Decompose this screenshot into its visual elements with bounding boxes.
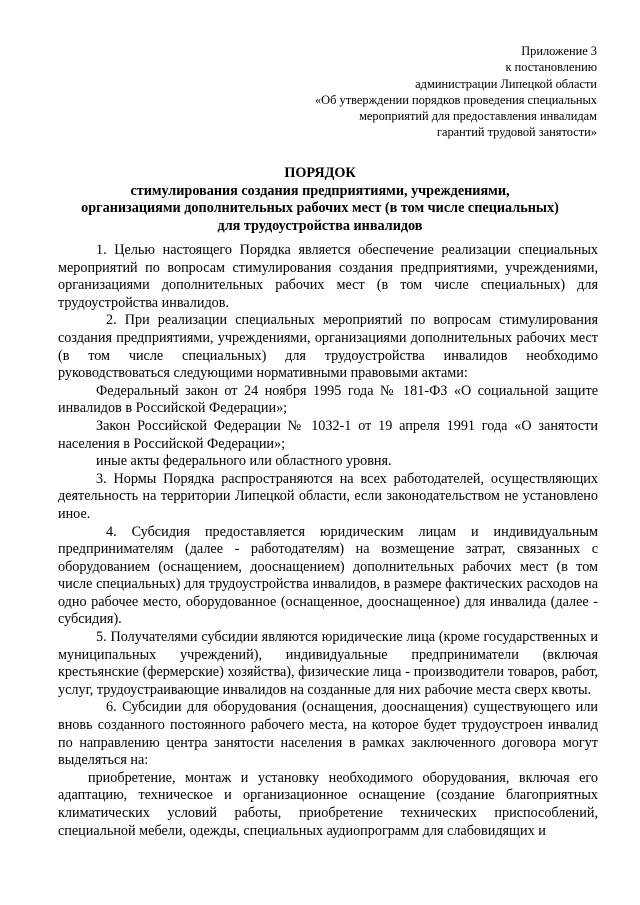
paragraph-3: 3. Нормы Порядка распространяются на всех работодателей, осуществляющих деятельность на территории Липецкой области, если законодательством не установлено иное. <box>58 470 598 522</box>
appendix-line: гарантий трудовой занятости» <box>436 125 597 140</box>
title-heading: ПОРЯДОК <box>284 165 356 181</box>
paragraph-4: 4. Субсидия предоставляется юридическим лицам и индивидуальным предпринимателям (далее - работодателям) на возмещение затрат, связанных с оборудованием (оснащением, дооснащением) дополнительных рабочих мест (в том числе специальных) для трудоустройства инвалидов, в размере фактических расходов на одно рабочее место, оборудованное (оснащенное, дооснащенное) для инвалида (далее - субсидия). <box>58 523 598 628</box>
appendix-line: Приложение 3 <box>521 44 597 58</box>
paragraph-1: 1. Целью настоящего Порядка является обеспечение реализации специальных мероприятий по вопросам стимулирования создания предприятиями, учреждениями, организациями дополнительных рабочих мест (в том числе специальных) для трудоустройства инвалидов. <box>58 242 598 311</box>
document-title <box>40 165 600 235</box>
title-line: организациями дополнительных рабочих мест (в том числе специальных) <box>81 200 559 216</box>
appendix-line: мероприятий для предоставления инвалидам <box>359 109 597 124</box>
appendix-header <box>277 43 597 141</box>
title-line: для трудоустройства инвалидов <box>217 217 423 234</box>
paragraph-other-acts: иные акты федерального или областного уровня. <box>96 453 392 470</box>
paragraph-rf-law: Закон Российской Федерации № 1032-1 от 19 апреля 1991 года «О занятости населения в Российской Федерации»; <box>58 417 598 452</box>
paragraph-federal-law: Федеральный закон от 24 ноября 1995 года № 181-ФЗ «О социальной защите инвалидов в Российской Федерации»; <box>58 382 598 417</box>
appendix-line: к постановлению <box>505 60 597 75</box>
document-body <box>58 242 598 840</box>
paragraph-5: 5. Получателями субсидии являются юридические лица (кроме государственных и муниципальных учреждений), индивидуальные предприниматели (включая крестьянские (фермерские) хозяйства), физические лица - производители товаров, работ, услуг, трудоустраивающие инвалидов на созданные для них рабочие места сверх квоты. <box>58 629 598 698</box>
appendix-line: «Об утверждении порядков проведения специальных <box>314 92 597 107</box>
title-line: стимулирования создания предприятиями, учреждениями, <box>130 182 510 199</box>
paragraph-6: 6. Субсидии для оборудования (оснащения, дооснащения) существующего или вновь созданного постоянного рабочего места, на которое будет трудоустроен инвалид по направлению центра занятости населения в рамках заключенного договора могут выделяться на: <box>58 699 598 769</box>
appendix-line: администрации Липецкой области <box>415 76 597 91</box>
paragraph-2: 2. При реализации специальных мероприятий по вопросам стимулирования создания предприятиями, учреждениями, организациями дополнительных рабочих мест (в том числе специальных) для трудоустройства инвалидов необходимо руководствоваться следующими нормативными правовыми актами: <box>58 312 598 382</box>
paragraph-equipment: приобретение, монтаж и установку необходимого оборудования, включая его адаптацию, техническое и организационное оснащение (создание благоприятных климатических условий работы, приобретение технических приспособлений, специальной мебели, одежды, специальных аудиопрограмм для слабовидящих и <box>58 769 598 839</box>
